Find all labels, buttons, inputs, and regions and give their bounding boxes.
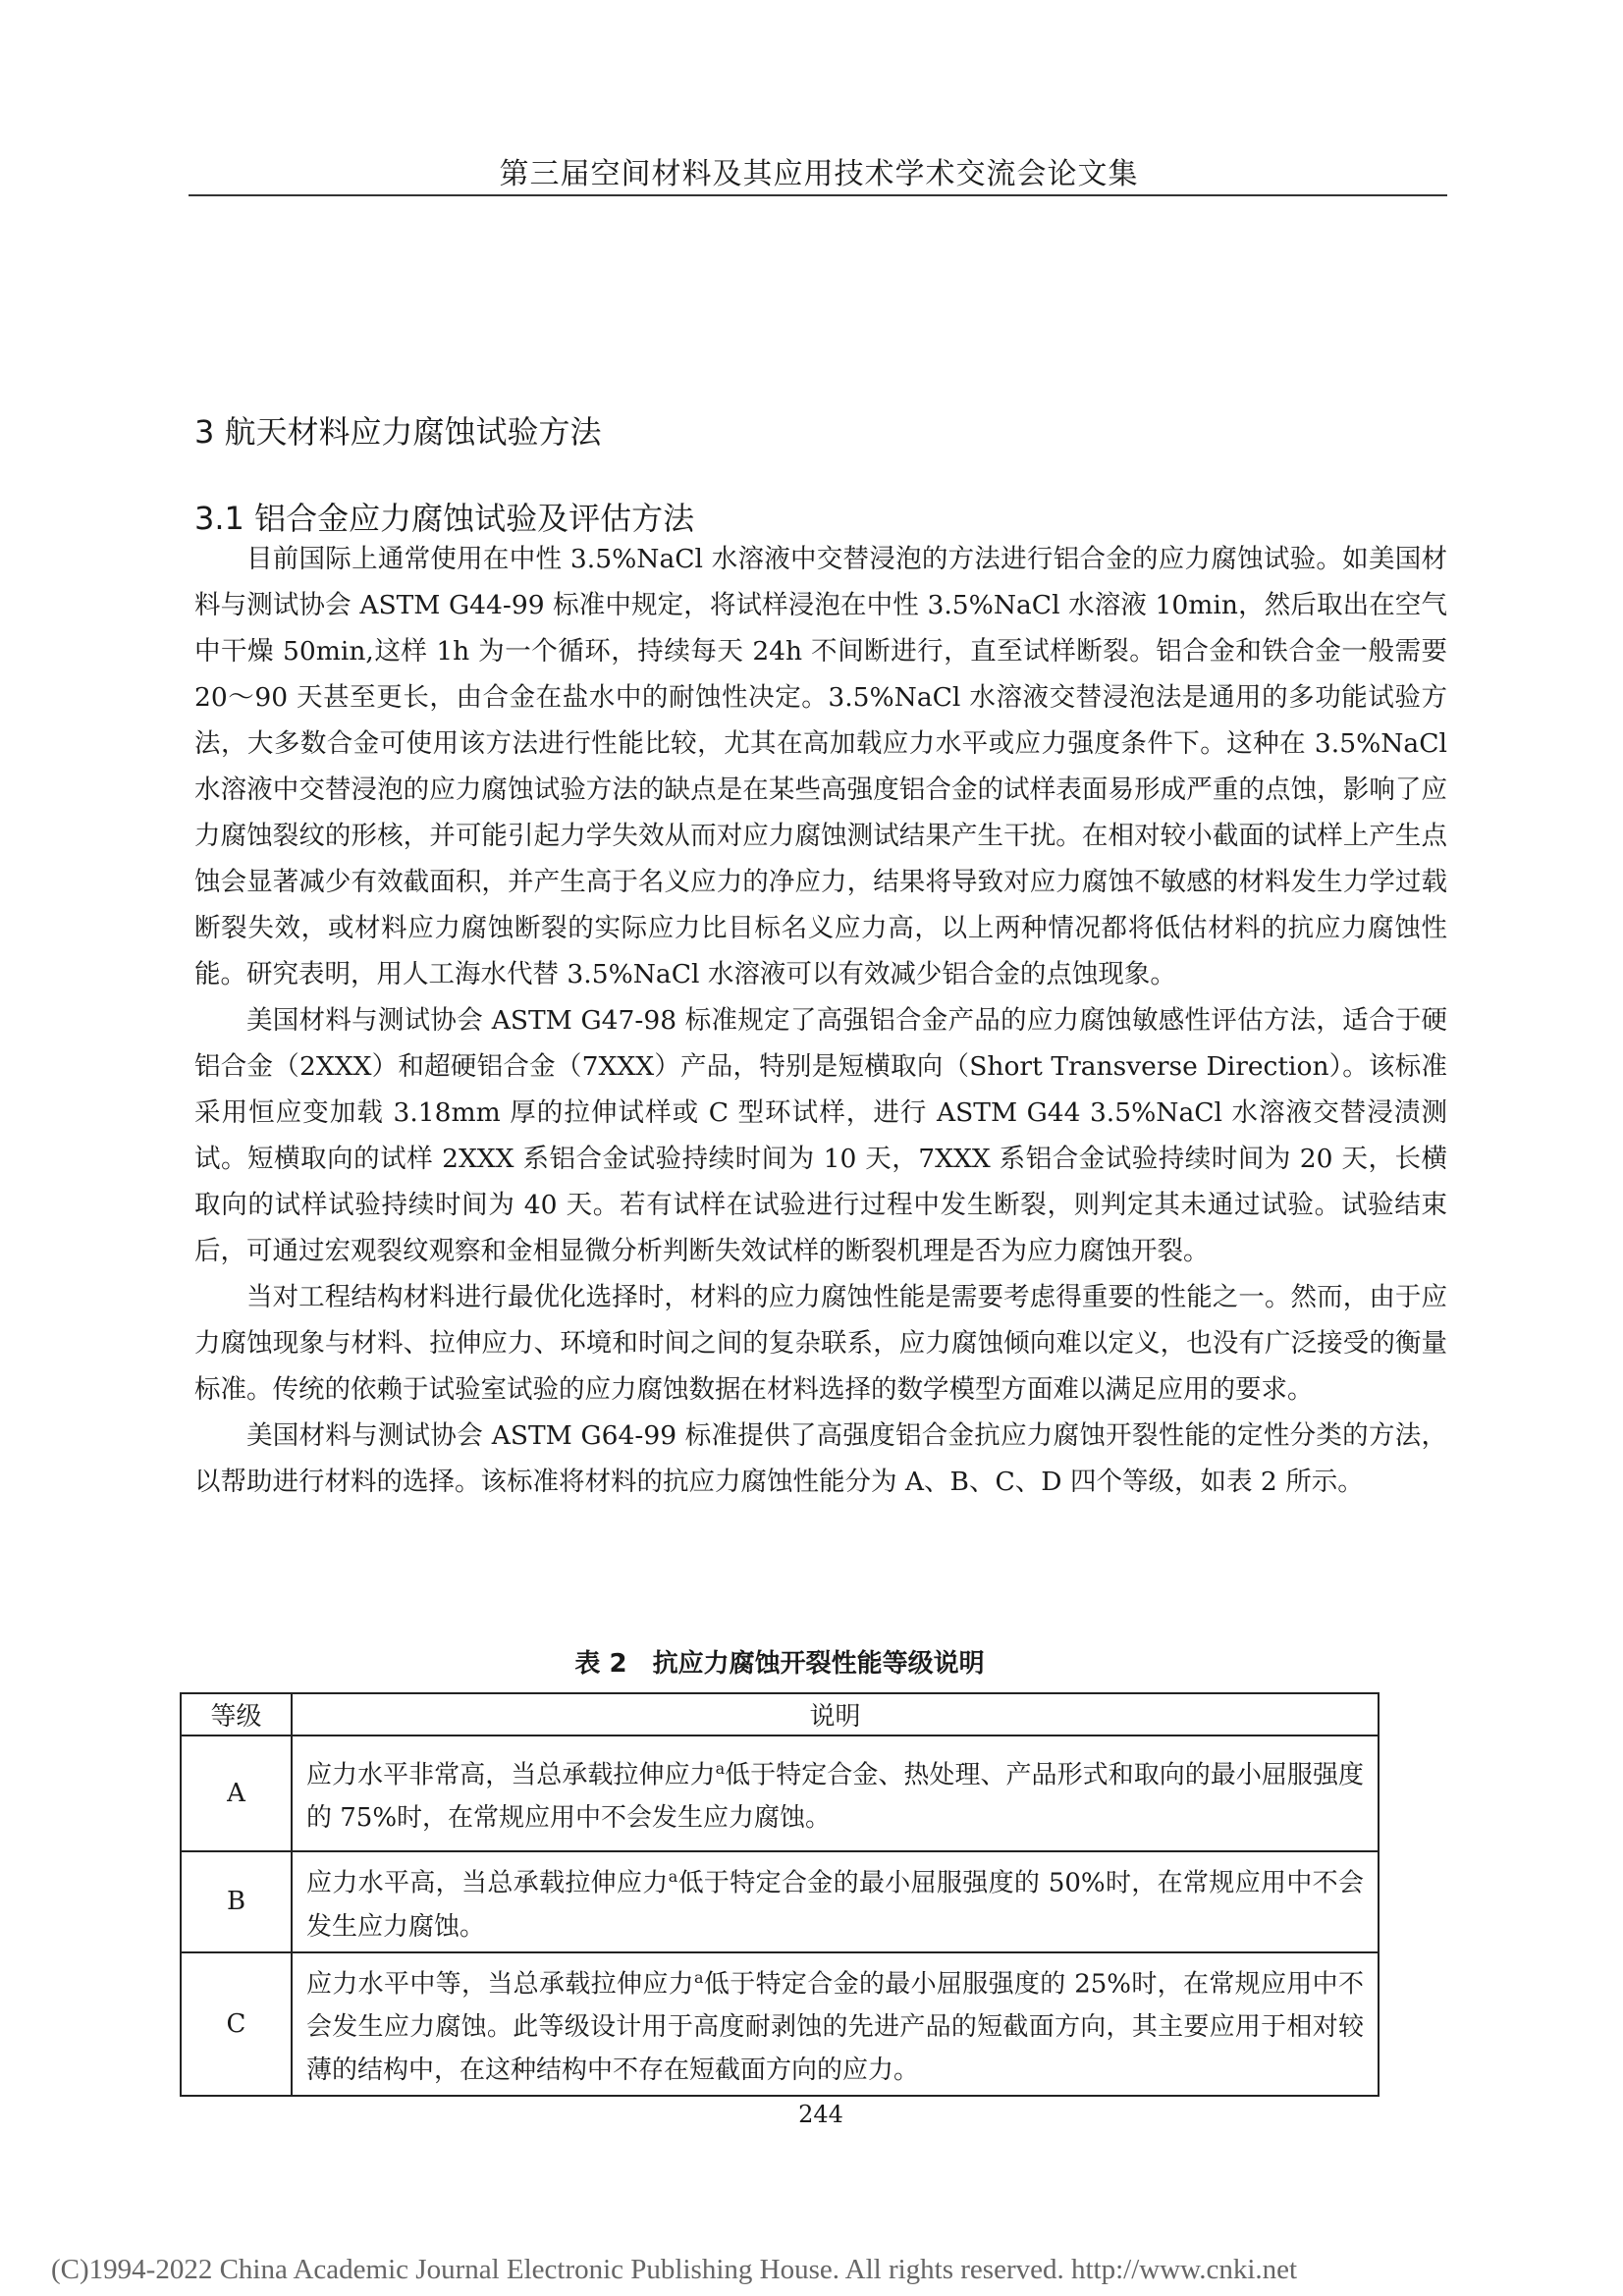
description-text: 低于特定合金的最小屈服强度的 50%时，在常规应用中不会发生应力腐蚀。 [306, 1868, 1364, 1942]
description-cell [292, 1851, 1379, 1952]
paragraph: 当对工程结构材料进行最优化选择时，材料的应力腐蚀性能是需要考虑得重要的性能之一。然而，由于应力腐蚀现象与材料、拉伸应力、环境和时间之间的复杂联系，应力腐蚀倾向难以定义，也没有广泛接受的衡量标准。传统的依赖于试验室试验的应力腐蚀数据在材料选择的数学模型方面难以满足应用的要求。 [194, 1282, 1447, 1405]
grade-cell: B [181, 1851, 292, 1952]
description-text: 低于特定合金的最小屈服强度的 25%时，在常规应用中不会发生应力腐蚀。此等级设计用于高度耐剥蚀的先进产品的短截面方向，其主要应用于相对较薄的结构中，在这种结构中不存在短截面方向的应力。 [306, 1969, 1364, 2086]
grade-column-header: 等级 [181, 1693, 292, 1735]
description-text: 应力水平中等，当总承载拉伸应力 [306, 1969, 695, 2000]
grade-table [180, 1692, 1380, 2097]
page-number: 244 [798, 2101, 843, 2128]
footnote-mark: a [715, 1758, 726, 1778]
description-text: 应力水平非常高，当总承载拉伸应力 [306, 1760, 716, 1790]
description-cell [292, 1952, 1379, 2097]
body-text [194, 536, 1447, 1505]
footnote-mark: a [694, 1967, 704, 1987]
paragraph: 目前国际上通常使用在中性 3.5%NaCl 水溶液中交替浸泡的方法进行铝合金的应力腐蚀试验。如美国材料与测试协会 ASTM G44-99 标准中规定，将试样浸泡在中性 3.5%NaCl 水溶液 10min，然后取出在空气中干燥 50min,这样 1h 为一个循环，持续每天 24h 不间断进行，直至试样断裂。铝合金和铁合金一般需要 20～90 天甚至更长，由合金在盐水中的耐蚀性决定。3.5%NaCl 水溶液交替浸泡法是通用的多功能试验方法，大多数合金可使用该方法进行性能比较，尤其在高加载应力水平或应力强度条件下。这种在 3.5%NaCl 水溶液中交替浸泡的应力腐蚀试验方法的缺点是在某些高强度铝合金的试样表面易形成严重的点蚀，影响了应力腐蚀裂纹的形核，并可能引起力学失效从而对应力腐蚀测试结果产生干扰。在相对较小截面的试样上产生点蚀会显著减少有效截面积，并产生高于名义应力的净应力，结果将导致对应力腐蚀不敏感的材料发生力学过载断裂失效，或材料应力腐蚀断裂的实际应力比目标名义应力高，以上两种情况都将低估材料的抗应力腐蚀性能。研究表明，用人工海水代替 3.5%NaCl 水溶液可以有效减少铝合金的点蚀现象。 [194, 544, 1447, 989]
grade-cell: A [181, 1735, 292, 1851]
description-text: 低于特定合金、热处理、产品形式和取向的最小屈服强度的 75%时，在常规应用中不会发生应力腐蚀。 [306, 1760, 1364, 1834]
copyright-notice: (C)1994-2022 China Academic Journal Electronic Publishing House. All rights reserved. http://www.cnki.net [51, 2254, 1298, 2285]
description-text: 应力水平高，当总承载拉伸应力 [306, 1868, 669, 1898]
subsection-heading: 3.1 铝合金应力腐蚀试验及评估方法 [194, 500, 695, 537]
paragraph: 美国材料与测试协会 ASTM G47-98 标准规定了高强铝合金产品的应力腐蚀敏感性评估方法，适合于硬铝合金（2XXX）和超硬铝合金（7XXX）产品，特别是短横取向（Short Transverse Direction）。该标准采用恒应变加载 3.18mm 厚的拉伸试样或 C 型环试样，进行 ASTM G44 3.5%NaCl 水溶液交替浸渍测试。短横取向的试样 2XXX 系铝合金试验持续时间为 10 天，7XXX 系铝合金试验持续时间为 20 天，长横取向的试样试验持续时间为 40 天。若有试样在试验进行过程中发生断裂，则判定其未通过试验。试验结束后，可通过宏观裂纹观察和金相显微分析判断失效试样的断裂机理是否为应力腐蚀开裂。 [194, 1005, 1447, 1266]
grade-cell: C [181, 1952, 292, 2097]
table-row [181, 1952, 1379, 2097]
table-caption: 表 2 抗应力腐蚀开裂性能等级说明 [574, 1649, 985, 1679]
table-header-row [181, 1693, 1379, 1735]
table-row [181, 1735, 1379, 1851]
header-divider [189, 194, 1447, 196]
running-header: 第三届空间材料及其应用技术学术交流会论文集 [499, 157, 1139, 191]
paragraph: 美国材料与测试协会 ASTM G64-99 标准提供了高强度铝合金抗应力腐蚀开裂性能的定性分类的方法，以帮助进行材料的选择。该标准将材料的抗应力腐蚀性能分为 A、B、C、D 四个等级，如表 2 所示。 [194, 1420, 1447, 1497]
footnote-mark: a [668, 1867, 678, 1886]
section-heading: 3 航天材料应力腐蚀试验方法 [194, 413, 602, 451]
table-row [181, 1851, 1379, 1952]
description-column-header: 说明 [292, 1693, 1379, 1735]
description-cell [292, 1735, 1379, 1851]
